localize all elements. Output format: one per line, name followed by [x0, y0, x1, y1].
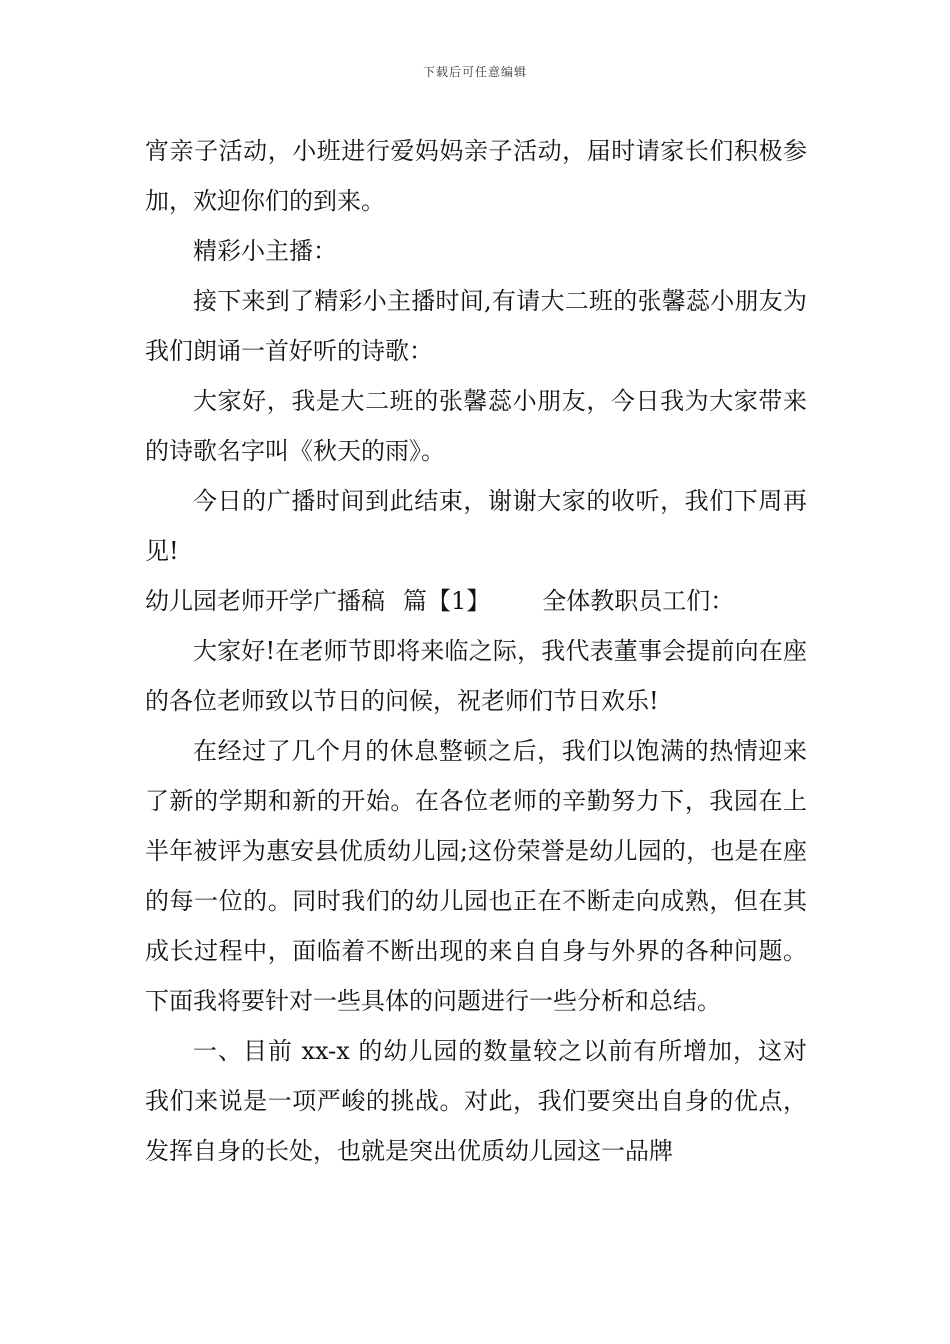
paragraph-closing: 今日的广播时间到此结束，谢谢大家的收听，我们下周再见!: [145, 487, 807, 565]
article-title: 幼儿园老师开学广播稿: [145, 587, 385, 615]
article-heading: [145, 576, 807, 626]
article-salutation: 全体教职员工们：: [542, 587, 735, 615]
document-body: [145, 126, 807, 1176]
paragraph-host-intro: 接下来到了精彩小主播时间,有请大二班的张馨蕊小朋友为我们朗诵一首好听的诗歌：: [145, 287, 807, 365]
paragraph-greeting: 大家好!在老师节即将来临之际，我代表董事会提前向在座的各位老师致以节日的问候，祝老师们节日欢乐!: [145, 637, 807, 715]
paragraph-continuation: 宵亲子活动，小班进行爱妈妈亲子活动，届时请家长们积极参加，欢迎你们的到来。: [145, 137, 807, 215]
paragraph-new-semester: 在经过了几个月的休息整顿之后，我们以饱满的热情迎来了新的学期和新的开始。在各位老师的辛勤努力下，我园在上半年被评为惠安县优质幼儿园;这份荣誉是幼儿园的，也是在座的每一位的。同时我们的幼儿园也正在不断走向成熟，但在其成长过程中，面临着不断出现的来自自身与外界的各种问题。下面我将要针对一些具体的问题进行一些分析和总结。: [145, 737, 807, 1015]
section-label-host: 精彩小主播：: [193, 237, 337, 265]
article-section-number: 篇【1】: [403, 587, 491, 615]
paragraph-point-one: 一、目前 xx-x 的幼儿园的数量较之以前有所增加，这对我们来说是一项严峻的挑战。对此，我们要突出自身的优点，发挥自身的长处，也就是突出优质幼儿园这一品牌: [145, 1037, 807, 1165]
page-header: 下载后可任意编辑: [422, 65, 527, 79]
paragraph-poem-intro: 大家好，我是大二班的张馨蕊小朋友，今日我为大家带来的诗歌名字叫《秋天的雨》。: [145, 387, 807, 465]
